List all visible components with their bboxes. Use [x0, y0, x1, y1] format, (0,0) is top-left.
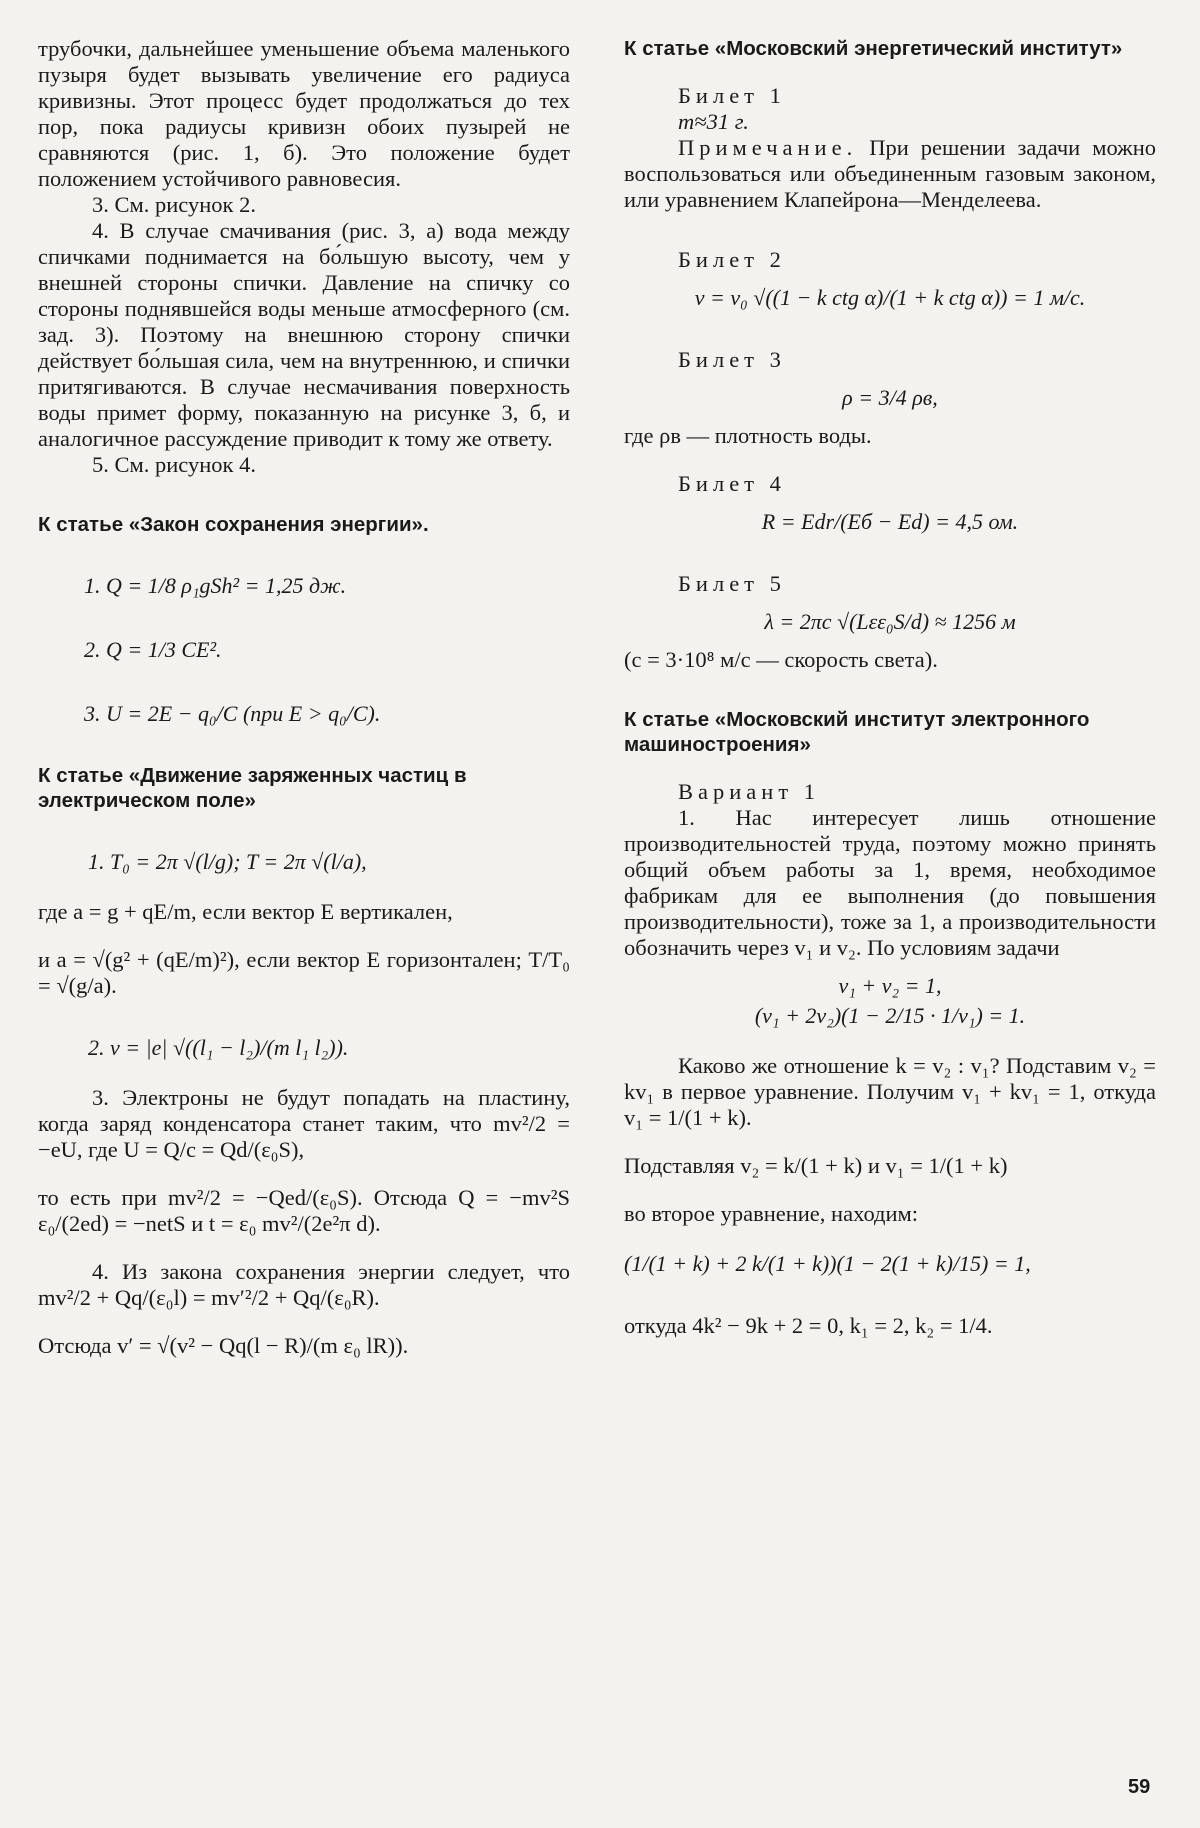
ticket-3-formula: ρ = 3/4 ρв,	[842, 385, 938, 410]
ticket-1-answer: m≈31 г.	[678, 109, 749, 134]
charged-text-4: то есть при mv²/2 = −Qed/(ε₀S). Отсюда Q = −mv²S ε₀/(2ed) = −netS и t = ε₀ mv²/(2e²π d).	[38, 1185, 570, 1236]
charged-text-1: где a = g + qE/m, если вектор E вертикален,	[38, 899, 453, 924]
charged-text-3: 3. Электроны не будут попадать на пластину, когда заряд конденсатора станет таким, что mv²/2 = −eU, где U = Q/c = Qd/(ε₀S),	[38, 1085, 570, 1162]
ticket-5-label: Билет 5	[678, 571, 786, 596]
energy-formula-3: 3. U = 2E − q₀/C (при E > q₀/C).	[84, 701, 381, 726]
variant-1-text-2: Каково же отношение k = v₂ : v₁? Подставим v₂ = kv₁ в первое уравнение. Получим v₁ + kv₁ = 1, откуда v₁ = 1/(1 + k).	[624, 1053, 1156, 1130]
charged-text-2: и a = √(g² + (qE/m)²), если вектор E горизонтален; T/T₀ = √(g/a).	[38, 947, 570, 998]
ticket-3-text: где ρв — плотность воды.	[624, 423, 872, 448]
ticket-1-label: Билет 1	[678, 83, 786, 108]
right-column	[624, 36, 1156, 1339]
heading-miem: К статье «Московский институт электронного машиностроения»	[624, 708, 1090, 756]
charged-formula-1: 1. T₀ = 2π √(l/g); T = 2π √(l/a),	[88, 849, 367, 874]
variant-1-equation-2: (v₁ + 2v₂)(1 − 2/15 · 1/v₁) = 1.	[754, 1003, 1026, 1028]
heading-charged-particles: К статье «Движение заряженных частиц в электрическом поле»	[38, 764, 467, 812]
note-text: При решении задачи можно воспользоваться или объединенным газовым законом, или уравнением Клапейрона—Менделеева.	[624, 135, 1156, 212]
ticket-5-text: (c = 3·10⁸ м/с — скорость света).	[624, 647, 938, 672]
note-label: Примечание.	[678, 135, 858, 160]
variant-1-text: 1. Нас интересует лишь отношение производительностей труда, поэтому можно принять общий объем работы за 1, время, необходимое фабрикам для ее выполнения (до повышения производительности), тоже за 1, а производительности обозначить через v₁ и v₂. По условиям задачи	[624, 805, 1156, 960]
variant-1-text-3: Подставляя v₂ = k/(1 + k) и v₁ = 1/(1 + k)	[624, 1153, 1008, 1178]
item-3: 3. См. рисунок 2.	[92, 192, 256, 217]
variant-1-equation-1: v₁ + v₂ = 1,	[838, 973, 942, 998]
ticket-2-formula: v = v₀ √((1 − k ctg α)/(1 + k ctg α)) = 1 м/с.	[694, 285, 1086, 310]
page-number: 59	[1128, 1776, 1151, 1798]
energy-formula-2: 2. Q = 1/3 CE².	[84, 637, 222, 662]
heading-mei: К статье «Московский энергетический институт»	[624, 37, 1123, 60]
variant-1-text-4: во второе уравнение, находим:	[624, 1201, 919, 1226]
energy-formula-1: 1. Q = 1/8 ρ₁gSh² = 1,25 дж.	[84, 573, 347, 598]
ticket-4-label: Билет 4	[678, 471, 786, 496]
ticket-5-formula: λ = 2πc √(Lεε₀S/d) ≈ 1256 м	[764, 609, 1016, 634]
item-5: 5. См. рисунок 4.	[92, 452, 256, 477]
charged-text-5: 4. Из закона сохранения энергии следует, что mv²/2 + Qq/(ε₀l) = mv′²/2 + Qq/(ε₀R).	[38, 1259, 570, 1310]
item-4: 4. В случае смачивания (рис. 3, а) вода между спичками поднимается на бо́льшую высоту, чем у внешней стороны спички. Давление на спичку со стороны поднявшейся воды меньше атмосферного (см. зад. 3). Поэтому на внешнюю сторону спички действует бо́льшая сила, чем на внутреннюю, и спички притягиваются. В случае несмачивания поверхность воды примет форму, показанную на рисунке 3, б, и аналогичное рассуждение приводит к тому же ответу.	[38, 218, 570, 451]
variant-1-equation-3: (1/(1 + k) + 2 k/(1 + k))(1 − 2(1 + k)/15) = 1,	[624, 1251, 1031, 1276]
paragraph-intro: трубочки, дальнейшее уменьшение объема маленького пузыря будет вызывать увеличение его радиуса кривизны. Этот процесс будет продолжаться до тех пор, пока радиусы кривизн обоих пузырей не сравняются (рис. 1, б). Это положение будет положением устойчивого равновесия.	[38, 36, 570, 191]
ticket-3-label: Билет 3	[678, 347, 786, 372]
variant-label: Вариант 1	[678, 779, 821, 804]
heading-energy: К статье «Закон сохранения энергии».	[38, 513, 429, 536]
charged-text-6: Отсюда v′ = √(v² − Qq(l − R)/(m ε₀ lR)).	[38, 1333, 409, 1358]
variant-1-text-5: откуда 4k² − 9k + 2 = 0, k₁ = 2, k₂ = 1/4.	[624, 1313, 993, 1338]
ticket-4-formula: R = Edr/(Eб − Ed) = 4,5 ом.	[761, 509, 1019, 534]
ticket-1-note	[624, 135, 1156, 213]
charged-formula-2: 2. v = |e| √((l₁ − l₂)/(m l₁ l₂)).	[88, 1035, 349, 1060]
ticket-2-label: Билет 2	[678, 247, 786, 272]
left-column	[38, 36, 570, 1359]
